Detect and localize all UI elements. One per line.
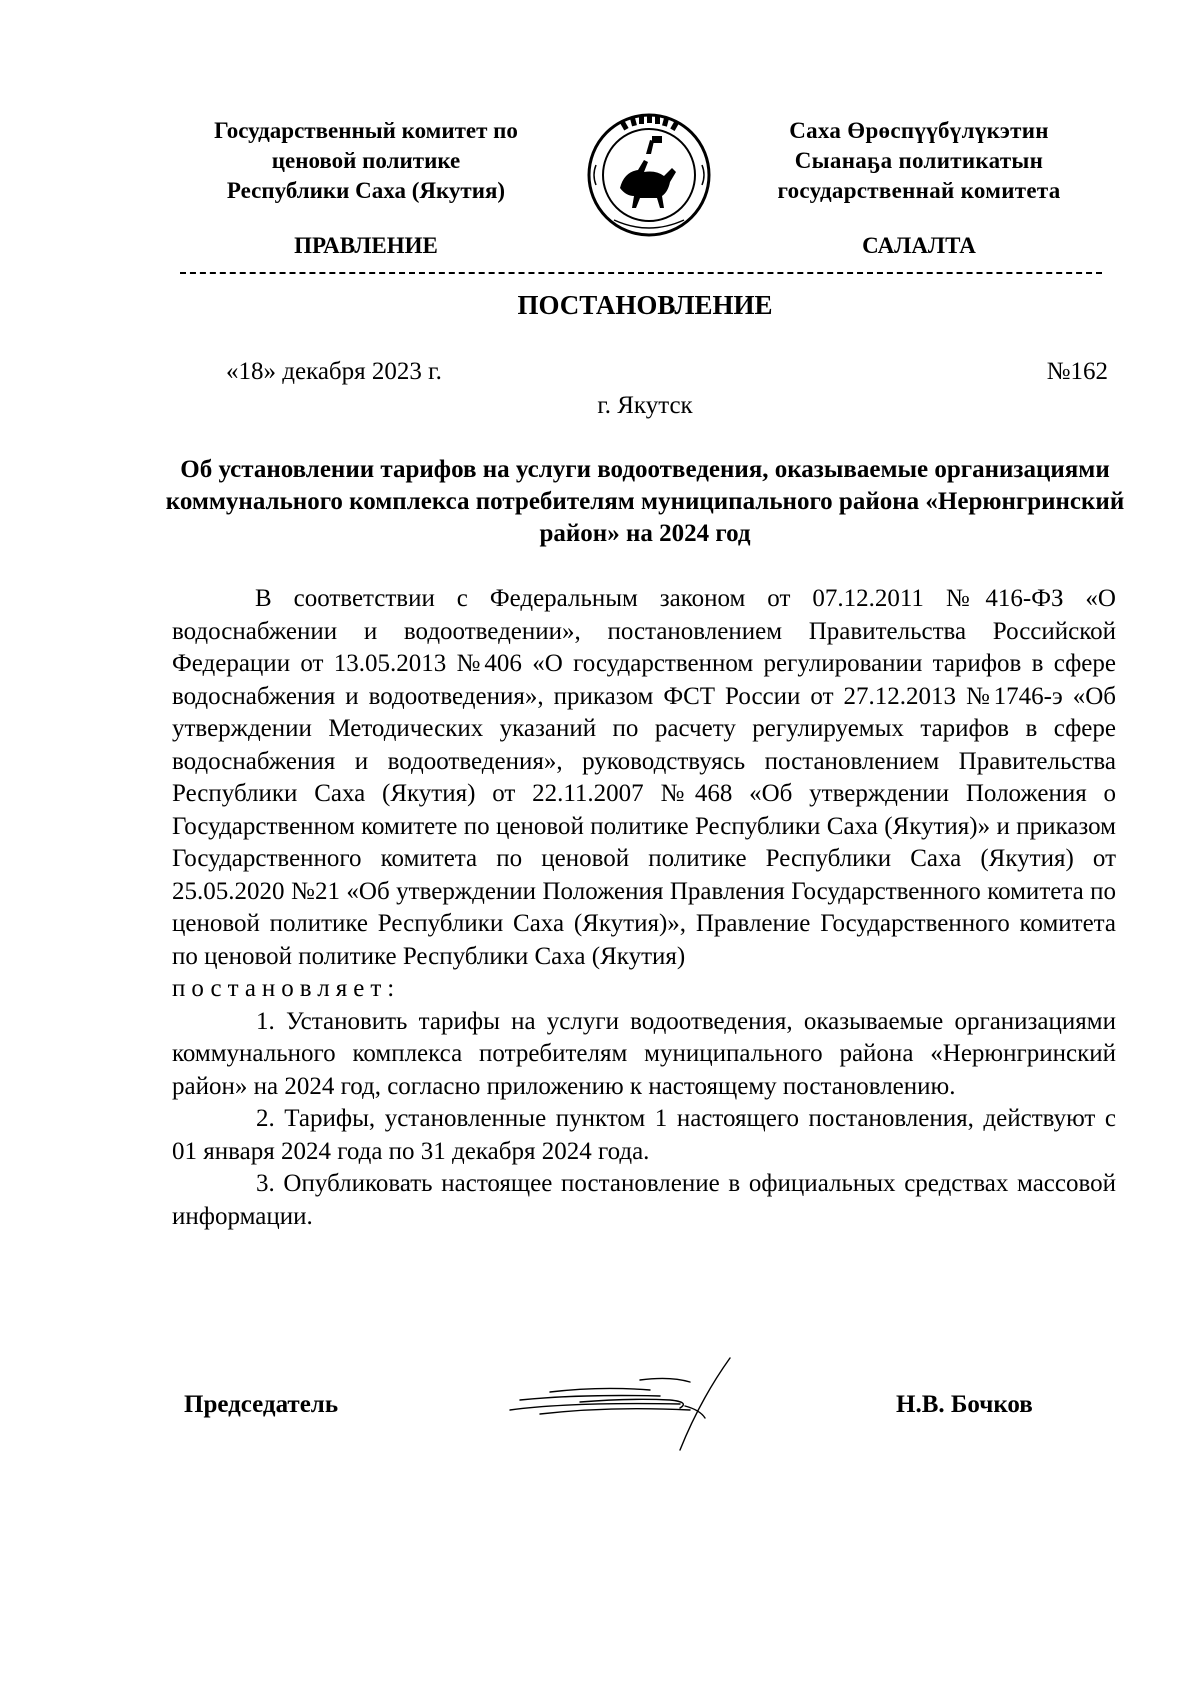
header-right-subtitle: САЛАЛТА <box>862 233 976 258</box>
signatory-name: Н.В. Бочков <box>896 1391 1033 1418</box>
header-left-line: Государственный комитет по <box>214 118 518 143</box>
header-left-line: ценовой политике <box>271 148 461 173</box>
resolution-item-2: 2. Тарифы, установленные пунктом 1 настоящего постановления, действуют с 01 января 2024 года по 31 декабря 2024 года. <box>172 1105 1116 1165</box>
document-date: «18» декабря 2023 г. <box>226 358 442 385</box>
header-divider <box>180 272 1102 274</box>
document-body <box>172 583 1116 1233</box>
header-left-subtitle: ПРАВЛЕНИЕ <box>294 233 438 258</box>
header-left-authority <box>186 116 546 206</box>
document-title: Об установлении тарифов на услуги водоотведения, оказываемые организациями коммунального комплекса потребителям муниципального района «Нерюнгринский район» на 2024 год <box>165 456 1125 547</box>
signatory-role: Председатель <box>184 1391 339 1418</box>
resolution-item-1: 1. Установить тарифы на услуги водоотведения, оказываемые организациями коммунального комплекса потребителям муниципального района «Нерюнгринский район» на 2024 год, согласно приложению к настоящему постановлению. <box>172 1007 1116 1100</box>
resolves-word: постановляет: <box>172 975 401 1002</box>
document-number: №162 <box>1046 358 1108 385</box>
document-city: г. Якутск <box>597 392 693 419</box>
header-right-line: Саха Өрөспүүбүлүкэтин <box>789 118 1049 143</box>
header-right-line: государственнай комитета <box>777 178 1061 203</box>
document-type-heading: ПОСТАНОВЛЕНИЕ <box>517 290 773 320</box>
header-right-line: Сыанаҕа политикатын <box>794 148 1044 173</box>
resolution-item-3: 3. Опубликовать настоящее постановление в официальных средствах массовой информации. <box>172 1170 1116 1230</box>
header-left-line: Республики Саха (Якутия) <box>226 178 506 203</box>
header-right-authority <box>744 116 1094 206</box>
coat-of-arms-emblem-icon <box>584 110 714 240</box>
handwritten-signature <box>490 1340 790 1460</box>
preamble-paragraph: В соответствии с Федеральным законом от 07.12.2011 №416-ФЗ «О водоснабжении и водоотведении», постановлением Правительства Российской Федерации от 13.05.2013 №406 «О государственном регулировании тарифов в сфере водоснабжения и водоотведения», приказом ФСТ России от 27.12.2013 №1746-э «Об утверждении Методических указаний по расчету регулируемых тарифов в сфере водоснабжения и водоотведения», руководствуясь постановлением Правительства Республики Саха (Якутия) от 22.11.2007 №468 «Об утверждении Положения о Государственном комитете по ценовой политике Республики Саха (Якутия)» и приказом Государственного комитета по ценовой политике Республики Саха (Якутия) от 25.05.2020 №21 «Об утверждении Положения Правления Государственного комитета по ценовой политике Республики Саха (Якутия)», Правление Государственного комитета по ценовой политике Республики Саха (Якутия) <box>172 585 1116 970</box>
